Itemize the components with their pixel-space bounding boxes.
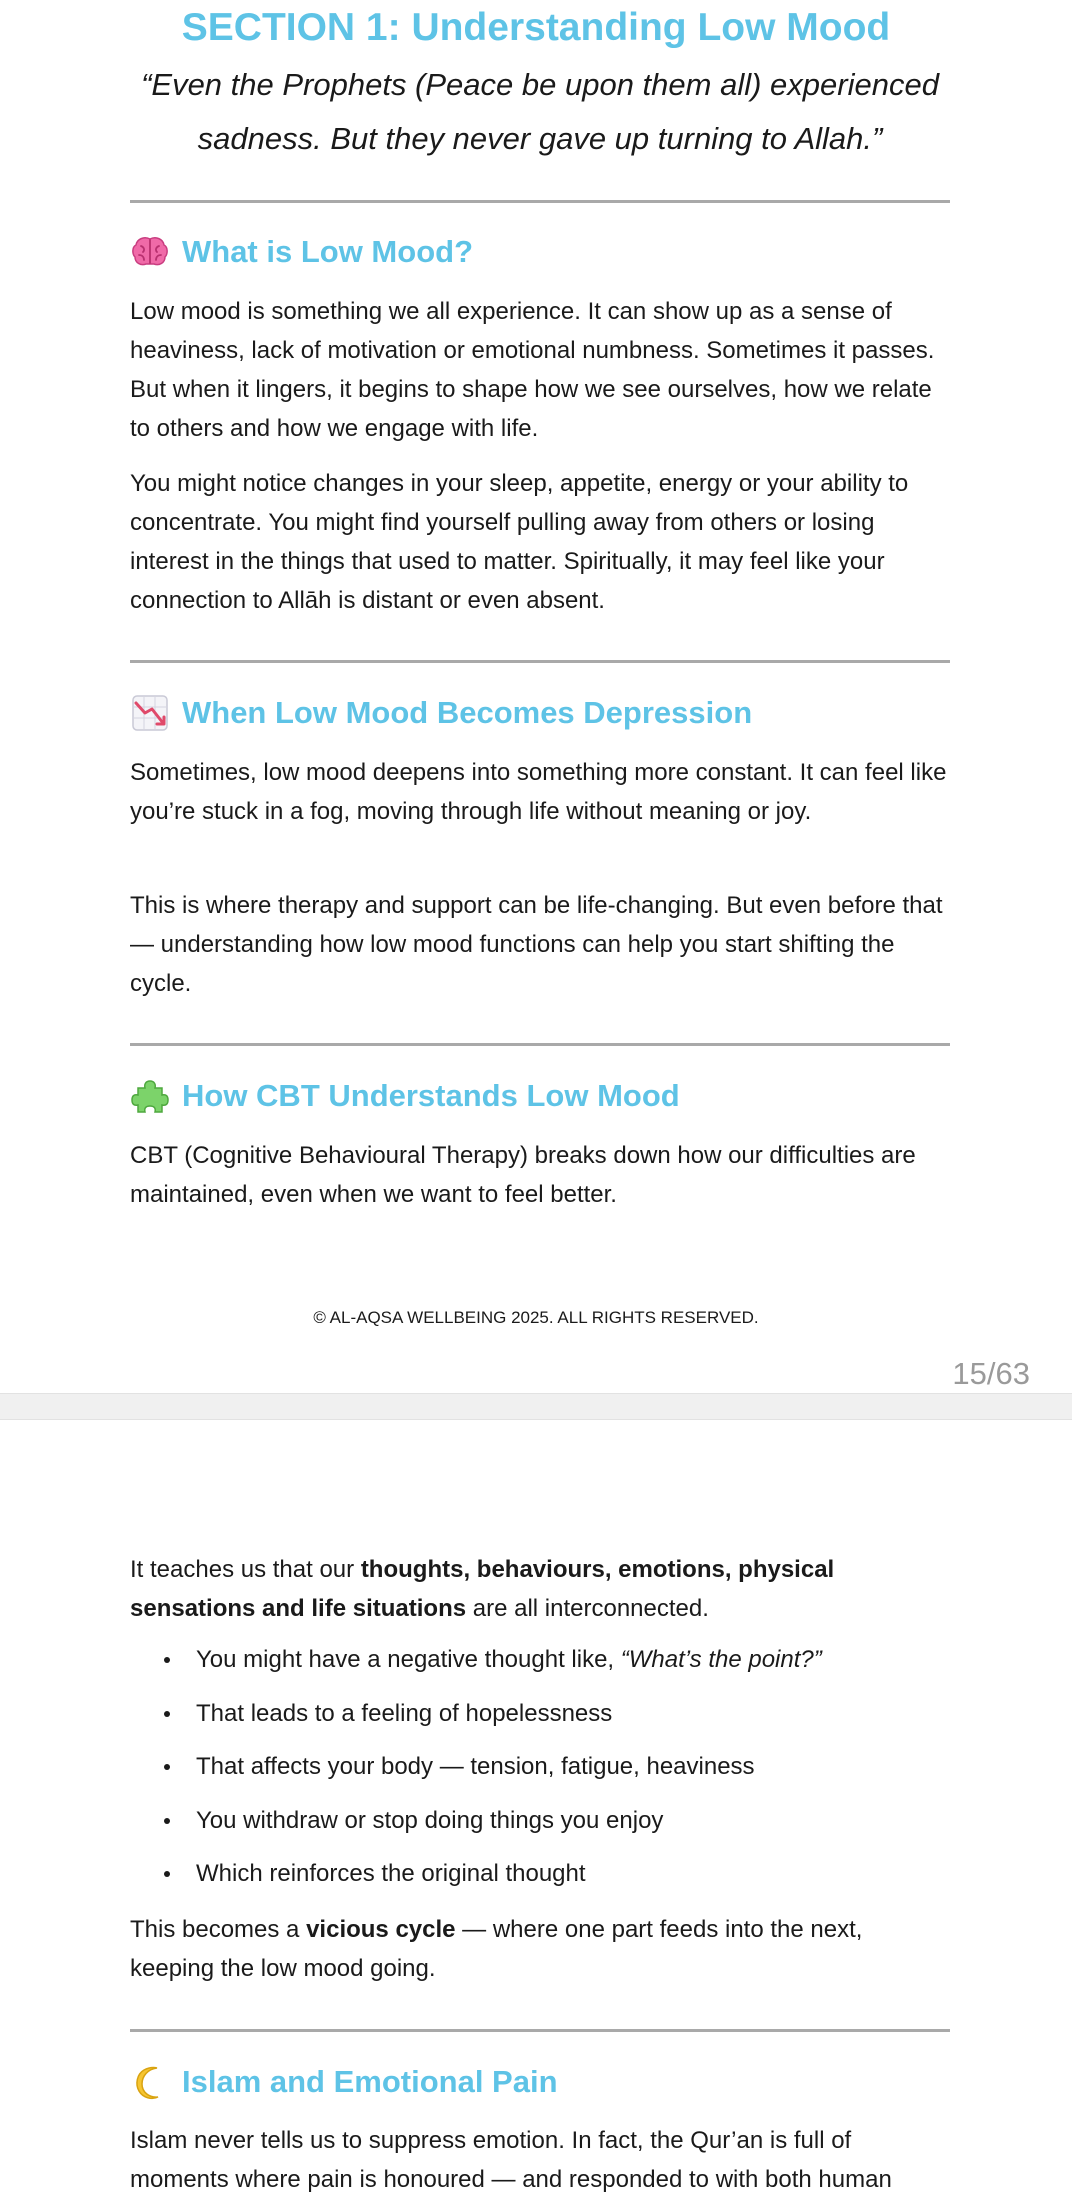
bullet-text: That leads to a feeling of hopelessness: [196, 1699, 613, 1727]
vicious-cycle-paragraph: [130, 1910, 950, 1988]
text-span: This becomes a: [130, 1916, 307, 1943]
heading-what-is-low-mood: [130, 227, 950, 277]
heading-how-cbt-understands: [130, 1071, 950, 1121]
bold-span: vicious cycle: [306, 1916, 456, 1943]
list-item: [130, 1740, 950, 1794]
list-item: [130, 1633, 950, 1687]
interconnection-paragraph: [130, 1550, 950, 1628]
brain-icon: [130, 232, 170, 272]
copyright-footer: © AL-AQSA WELLBEING 2025. ALL RIGHTS RESERVED.: [313, 1308, 759, 1327]
bullet-text: Which reinforces the original thought: [196, 1860, 586, 1887]
bullet-italic: “What’s the point?”: [620, 1646, 822, 1673]
heading-text: How CBT Understands Low Mood: [182, 1078, 680, 1113]
heading-low-mood-depression: [130, 688, 950, 738]
list-item: [130, 1847, 950, 1901]
heading-islam-emotional-pain: [130, 2057, 950, 2107]
text-span: It teaches us that our: [130, 1556, 361, 1583]
divider: [130, 200, 950, 203]
heading-text: What is Low Mood?: [182, 234, 474, 269]
bold-span: thoughts, behaviours, emotions, physical sensations and life situations: [130, 1556, 835, 1622]
prophets-quote: “Even the Prophets (Peace be upon them all) experienced sadness. But they never gave up turning to Allah.”: [141, 67, 939, 156]
bullet-text: That affects your body — tension, fatigue, heaviness: [196, 1753, 755, 1780]
bullet-text: You withdraw or stop doing things you enjoy: [196, 1806, 664, 1834]
divider: [130, 2029, 950, 2032]
crescent-moon-icon: [130, 2062, 170, 2102]
paragraph: Sometimes, low mood deepens into something more constant. It can feel like you’re stuck in a fog, moving through life without meaning or joy.: [130, 759, 947, 825]
section-title: SECTION 1: Understanding Low Mood: [181, 6, 891, 49]
list-item: [130, 1794, 950, 1848]
puzzle-piece-icon: [130, 1076, 170, 1116]
heading-text: When Low Mood Becomes Depression: [182, 695, 753, 730]
heading-text: Islam and Emotional Pain: [182, 2064, 558, 2099]
divider: [130, 660, 950, 663]
bullet-text: You might have a negative thought like,: [196, 1646, 621, 1673]
paragraph: Low mood is something we all experience. It can show up as a sense of heaviness, lack of motivation or emotional numbness. Sometimes it passes. But when it lingers, it begins to shape how we see ourselves, how we relate to others and how we engage with life.: [130, 298, 935, 442]
chart-decreasing-icon: [130, 693, 170, 733]
page-number: 15/63: [952, 1356, 1030, 1391]
page-separator: [0, 1393, 1072, 1420]
paragraph: This is where therapy and support can be life-changing. But even before that — understanding how low mood functions can help you start shifting the cycle.: [130, 892, 943, 997]
list-item: [130, 1687, 950, 1741]
divider: [130, 1043, 950, 1046]
text-span: are all interconnected.: [466, 1595, 709, 1622]
paragraph: CBT (Cognitive Behavioural Therapy) breaks down how our difficulties are maintained, even when we want to feel better.: [130, 1142, 916, 1208]
paragraph: Islam never tells us to suppress emotion. In fact, the Qur’an is full of moments where pain is honoured — and responded to with both human: [130, 2127, 892, 2193]
document-page-16: [0, 1420, 1072, 2200]
cycle-bullet-list: [130, 1633, 950, 1901]
paragraph: You might notice changes in your sleep, appetite, energy or your ability to concentrate. You might find yourself pulling away from others or losing interest in the things that used to matter. Spiritually, it may feel like your connection to Allāh is distant or even absent.: [130, 470, 909, 614]
text-span: — where one part feeds into the next, keeping the low mood going.: [130, 1916, 863, 1982]
